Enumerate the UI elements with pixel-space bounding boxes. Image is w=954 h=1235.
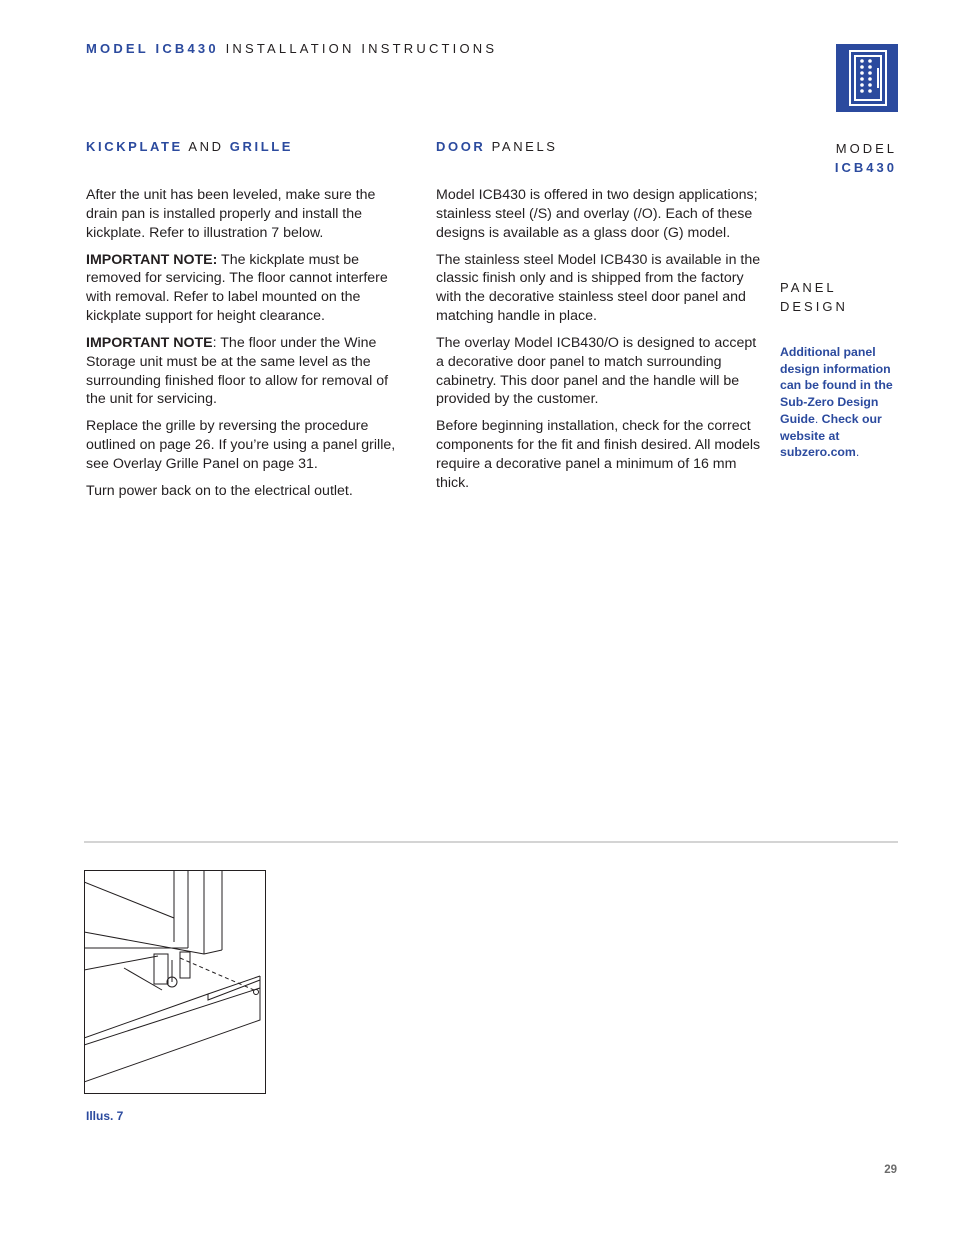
important-note xyxy=(86,251,408,326)
wine-storage-unit-icon xyxy=(836,44,898,112)
panel-design-line1: PANEL xyxy=(780,280,837,295)
panel-design-note xyxy=(780,344,905,461)
note-text: The kickplate must be removed for servicing. The floor cannot interfere with removal. Refer to label mounted on the kickplate support for height clearance. xyxy=(86,251,388,324)
note-label: IMPORTANT NOTE: xyxy=(86,251,218,268)
note-text: : The floor under the Wine Storage unit must be at the same level as the surrounding finished floor to allow for removal of the unit for servicing. xyxy=(86,334,389,408)
door-panels-column xyxy=(436,186,762,501)
page-number: 29 xyxy=(884,1164,897,1176)
paragraph: The overlay Model ICB430/O is designed to accept a decorative door panel to match surrounding cabinetry. This door panel and the handle will be provided by the customer. xyxy=(436,334,757,408)
heading-door: DOOR xyxy=(436,139,486,154)
kickplate-grille-column xyxy=(86,186,408,509)
sidebar-model-value: ICB430 xyxy=(834,160,897,175)
heading-panels: PANELS xyxy=(485,139,558,154)
panel-design-label xyxy=(780,278,848,316)
section-divider xyxy=(84,841,898,843)
note-period-1: . xyxy=(814,411,819,426)
paragraph: Before beginning installation, check for the correct components for the fit and finish desired. All models require a decorative panel a minimum of 16 mm thick. xyxy=(436,418,761,491)
paragraph: After the unit has been leveled, make sure the drain pan is installed properly and install the kickplate. Refer to illustration 7 below. xyxy=(86,187,376,241)
panel-design-line2: DESIGN xyxy=(780,299,848,314)
heading-and: AND xyxy=(182,139,230,154)
running-header xyxy=(86,41,497,56)
door-panels-heading xyxy=(436,139,558,154)
header-title: INSTALLATION INSTRUCTIONS xyxy=(218,41,498,56)
note-design-guide: Additional panel design information can be found in the Sub-Zero Design Guide xyxy=(780,345,893,426)
paragraph: Model ICB430 is offered in two design applications; stainless steel (/S) and overlay (/O). Each of these designs is available as a glass door (G) model. xyxy=(436,187,758,241)
sidebar-model-label: MODEL xyxy=(835,141,897,156)
important-note xyxy=(86,334,408,409)
heading-grille: GRILLE xyxy=(229,139,294,154)
kickplate-grille-heading xyxy=(86,139,293,154)
paragraph: The stainless steel Model ICB430 is available in the classic finish only and is shipped from the factory with the decorative stainless steel door panel and matching handle in place. xyxy=(436,251,761,324)
note-period-2: . xyxy=(855,445,860,460)
note-label: IMPORTANT NOTE xyxy=(86,334,213,351)
illustration-caption: Illus. 7 xyxy=(86,1109,124,1123)
header-model: MODEL ICB430 xyxy=(86,41,219,56)
sidebar-model xyxy=(835,139,897,177)
heading-kickplate: KICKPLATE xyxy=(86,139,183,154)
paragraph: Replace the grille by reversing the procedure outlined on page 26. If you’re using a panel grille, see Overlay Grille Panel on page 31. xyxy=(86,418,396,472)
note-website: Check our website at subzero.com xyxy=(780,411,882,460)
paragraph: Turn power back on to the electrical outlet. xyxy=(86,482,353,499)
kickplate-illustration xyxy=(84,870,266,1094)
